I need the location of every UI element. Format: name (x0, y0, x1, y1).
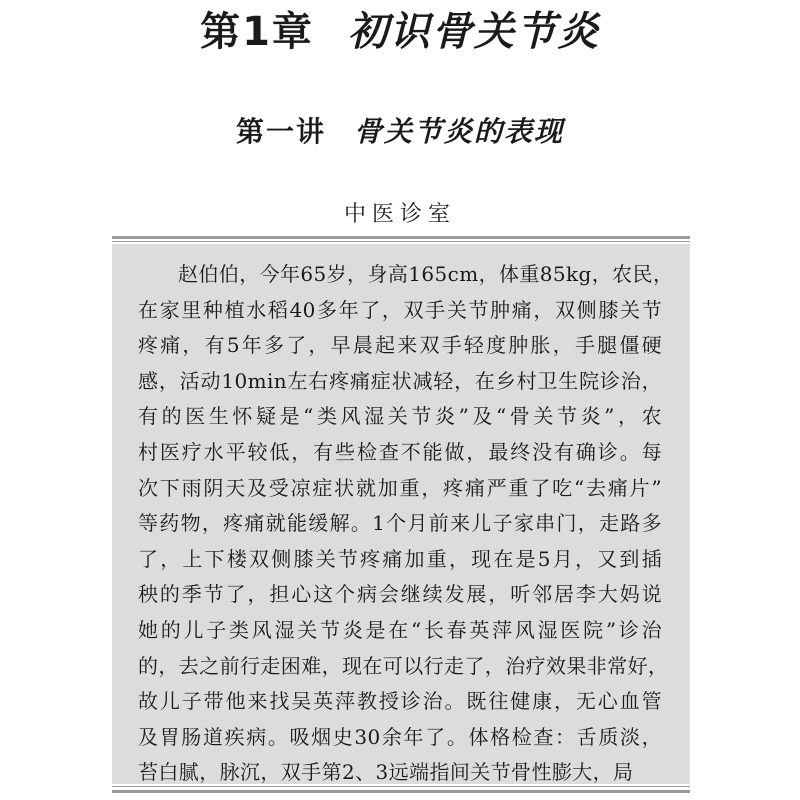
chapter-heading (0, 8, 800, 56)
text-line: 等药物，疼痛就能缓解。1个月前来儿子家串门，走路多 (138, 511, 662, 536)
text-line: 在家里种植水稻40多年了，双手关节肿痛，双侧膝关节 (138, 297, 662, 322)
lecture-heading (0, 112, 800, 152)
text-line: 了，上下楼双侧膝关节疼痛加重，现在是5月，又到插 (138, 546, 662, 571)
lecture-title: 骨关节炎的表现 (354, 115, 565, 148)
text-line: 秧的季节了，担心这个病会继续发展，听邻居李大妈说 (138, 582, 662, 607)
text-line: 她的儿子类风湿关节炎是在“长春英萍风湿医院”诊治 (138, 617, 662, 642)
text-line: 村医疗水平较低，有些检查不能做，最终没有确诊。每 (138, 439, 662, 464)
box-top-rule-thin (112, 241, 690, 242)
text-line: 疼痛，有5年多了，早晨起来双手轻度肿胀，手腿僵硬 (138, 333, 662, 358)
text-line: 次下雨阴天及受凉症状就加重，疼痛严重了吃“去痛片” (138, 475, 662, 500)
lecture-number: 第一讲 (235, 115, 326, 148)
chapter-title: 初识骨关节炎 (347, 8, 600, 55)
chapter-number: 第1章 (200, 9, 314, 55)
section-title: 中医诊室 (343, 202, 456, 227)
text-line: 故儿子带他来找吴英萍教授诊治。既往健康，无心血管 (138, 689, 662, 714)
box-top-rule (112, 236, 690, 239)
text-line: 苔白腻，脉沉，双手第2、3远端指间关节骨性膨大，局 (138, 760, 634, 785)
text-line: 的，去之前行走困难，现在可以行走了，治疗效果非常好， (138, 653, 669, 678)
text-line: 有的医生怀疑是“类风湿关节炎”及“骨关节炎”，农 (138, 404, 662, 429)
text-line: 赵伯伯，今年65岁，身高165cm，体重85kg，农民， (178, 262, 674, 286)
text-line: 感，活动10min左右疼痛症状减轻，在乡村卫生院诊治， (138, 368, 662, 393)
case-paragraph (138, 257, 674, 791)
text-line: 及胃肠道疾病。吸烟史30余年了。体格检查：舌质淡， (138, 724, 662, 749)
